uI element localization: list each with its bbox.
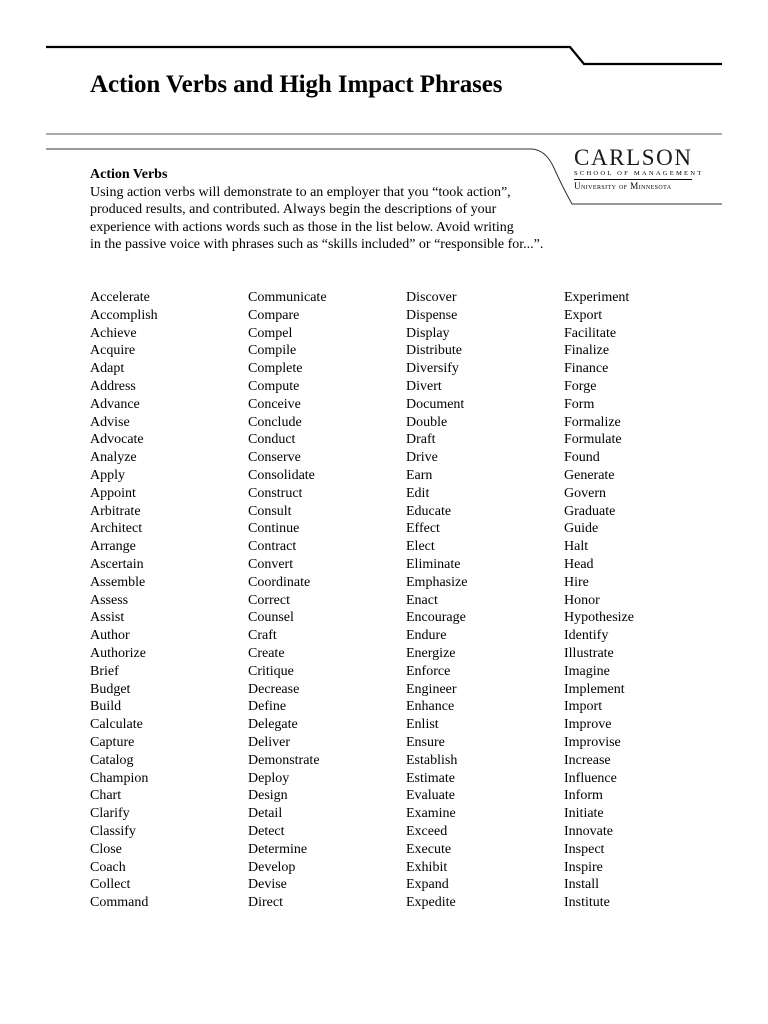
verb-item: Author bbox=[90, 628, 130, 644]
verb-item: Compile bbox=[248, 343, 297, 359]
verb-item: Identify bbox=[564, 628, 609, 644]
verb-item: Analyze bbox=[90, 450, 137, 466]
verb-item: Formulate bbox=[564, 432, 622, 448]
verb-item: Emphasize bbox=[406, 574, 468, 590]
verb-item: Conduct bbox=[248, 432, 296, 448]
verb-item: Design bbox=[248, 788, 288, 804]
verb-item: Implement bbox=[564, 681, 625, 697]
intro-line: in the passive voice with phrases such as “skills included” or “responsible for...”. bbox=[90, 237, 544, 252]
verb-item: Export bbox=[564, 307, 603, 323]
verb-item: Compare bbox=[248, 307, 300, 323]
verb-item: Coordinate bbox=[248, 574, 311, 590]
verb-item: Display bbox=[406, 325, 450, 341]
verb-item: Document bbox=[406, 396, 465, 412]
verb-item: Brief bbox=[90, 663, 119, 679]
verb-item: Inspire bbox=[564, 859, 603, 875]
verb-item: Endure bbox=[406, 628, 447, 644]
verb-item: Advocate bbox=[90, 432, 144, 448]
verb-column-4 bbox=[564, 289, 634, 912]
verb-item: Halt bbox=[564, 539, 589, 555]
verb-item: Effect bbox=[406, 521, 440, 537]
verb-item: Accelerate bbox=[90, 290, 150, 305]
verb-item: Head bbox=[564, 556, 594, 572]
verb-item: Divert bbox=[406, 378, 442, 394]
verb-item: Establish bbox=[406, 752, 458, 768]
verb-item: Engineer bbox=[406, 681, 457, 697]
verb-item: Hire bbox=[564, 574, 589, 590]
verb-item: Architect bbox=[90, 521, 143, 537]
logo-university: University of Minnesota bbox=[574, 181, 672, 191]
verb-item: Calculate bbox=[90, 717, 143, 733]
verb-item: Counsel bbox=[248, 610, 294, 626]
verb-item: Ascertain bbox=[90, 556, 144, 572]
verb-item: Catalog bbox=[90, 752, 134, 768]
verb-item: Finalize bbox=[564, 343, 610, 359]
verb-item: Conserve bbox=[248, 450, 301, 466]
verb-item: Assemble bbox=[90, 574, 146, 590]
verb-item: Deploy bbox=[248, 770, 290, 786]
verb-item: Complete bbox=[248, 361, 303, 377]
verb-item: Improvise bbox=[564, 734, 621, 750]
verb-item: Champion bbox=[90, 770, 149, 786]
verb-item: Contract bbox=[248, 539, 297, 555]
verb-item: Ensure bbox=[406, 734, 445, 750]
verb-item: Execute bbox=[406, 841, 452, 857]
verb-item: Coach bbox=[90, 859, 126, 875]
verb-item: Authorize bbox=[90, 645, 146, 661]
logo-name: CARLSON bbox=[574, 145, 693, 170]
verb-item: Estimate bbox=[406, 770, 455, 786]
verb-item: Eliminate bbox=[406, 556, 461, 572]
verb-item: Appoint bbox=[90, 485, 136, 501]
verb-item: Educate bbox=[406, 503, 452, 519]
verb-item: Decrease bbox=[248, 681, 300, 697]
section-heading: Action Verbs bbox=[90, 167, 168, 182]
verb-item: Collect bbox=[90, 877, 131, 893]
verb-item: Facilitate bbox=[564, 325, 617, 341]
verb-item: Critique bbox=[248, 663, 294, 679]
verb-item: Expedite bbox=[406, 895, 456, 911]
verb-item: Evaluate bbox=[406, 788, 455, 804]
verb-item: Innovate bbox=[564, 823, 613, 839]
verb-item: Elect bbox=[406, 539, 435, 555]
verb-item: Determine bbox=[248, 841, 308, 857]
verb-item: Edit bbox=[406, 485, 430, 501]
verb-item: Discover bbox=[406, 290, 457, 305]
verb-item: Apply bbox=[90, 467, 125, 483]
intro-line: experience with actions words such as those in the list below. Avoid writing bbox=[90, 219, 514, 235]
verb-item: Correct bbox=[248, 592, 290, 608]
verb-item: Clarify bbox=[90, 806, 130, 822]
verb-item: Enlist bbox=[406, 717, 439, 733]
verb-item: Advance bbox=[90, 396, 140, 412]
intro-line: produced results, and contributed. Always begin the descriptions of your bbox=[90, 202, 497, 217]
verb-item: Advise bbox=[90, 414, 130, 430]
verb-item: Formalize bbox=[564, 414, 621, 430]
verb-item: Demonstrate bbox=[248, 752, 320, 768]
verb-item: Assess bbox=[90, 592, 129, 608]
verb-item: Drive bbox=[406, 450, 438, 466]
verb-item: Detect bbox=[248, 823, 285, 839]
verb-item: Form bbox=[564, 396, 595, 412]
verb-item: Delegate bbox=[248, 717, 298, 733]
intro-paragraph bbox=[90, 184, 610, 254]
verb-item: Arrange bbox=[90, 539, 136, 555]
verb-item: Achieve bbox=[90, 325, 137, 341]
verb-item: Double bbox=[406, 414, 448, 430]
verb-item: Examine bbox=[406, 806, 456, 822]
verb-item: Install bbox=[564, 877, 599, 893]
verb-item: Energize bbox=[406, 645, 456, 661]
intro-line: Using action verbs will demonstrate to an employer that you “took action”, bbox=[90, 184, 511, 200]
verb-item: Enact bbox=[406, 592, 438, 608]
verb-item: Close bbox=[90, 841, 122, 857]
verb-item: Assist bbox=[90, 610, 125, 626]
verb-item: Inform bbox=[564, 788, 603, 804]
verb-item: Capture bbox=[90, 734, 135, 750]
verb-item: Enhance bbox=[406, 699, 455, 715]
verb-item: Govern bbox=[564, 485, 606, 501]
verb-item: Imagine bbox=[564, 663, 610, 679]
verb-item: Arbitrate bbox=[90, 503, 141, 519]
verb-item: Command bbox=[90, 895, 149, 911]
verb-item: Hypothesize bbox=[564, 610, 634, 626]
verb-item: Import bbox=[564, 699, 603, 715]
verb-item: Earn bbox=[406, 467, 433, 483]
verb-item: Found bbox=[564, 450, 600, 466]
verb-item: Adapt bbox=[90, 361, 125, 377]
verb-item: Devise bbox=[248, 877, 287, 893]
verb-item: Draft bbox=[406, 432, 436, 448]
verb-item: Generate bbox=[564, 467, 615, 483]
verb-item: Address bbox=[90, 378, 136, 394]
verb-column-3 bbox=[406, 289, 467, 912]
verb-item: Consolidate bbox=[248, 467, 315, 483]
verb-item: Illustrate bbox=[564, 645, 614, 661]
verb-item: Construct bbox=[248, 485, 303, 501]
verb-item: Define bbox=[248, 699, 287, 715]
verb-item: Direct bbox=[248, 895, 283, 911]
verb-column-2 bbox=[248, 289, 327, 912]
verb-item: Conceive bbox=[248, 396, 301, 412]
verb-item: Increase bbox=[564, 752, 611, 768]
verb-item: Dispense bbox=[406, 307, 458, 323]
verb-item: Acquire bbox=[90, 343, 136, 359]
verb-item: Exhibit bbox=[406, 859, 448, 875]
verb-item: Expand bbox=[406, 877, 449, 893]
logo-school: SCHOOL OF MANAGEMENT bbox=[574, 170, 692, 180]
verb-item: Deliver bbox=[248, 734, 290, 750]
verb-item: Accomplish bbox=[90, 307, 158, 323]
verb-item: Forge bbox=[564, 378, 597, 394]
verb-item: Build bbox=[90, 699, 122, 715]
verb-item: Influence bbox=[564, 770, 617, 786]
verb-item: Guide bbox=[564, 521, 599, 537]
verb-item: Experiment bbox=[564, 290, 630, 305]
verb-item: Improve bbox=[564, 717, 612, 733]
verb-item: Convert bbox=[248, 556, 294, 572]
verb-item: Continue bbox=[248, 521, 300, 537]
verb-item: Enforce bbox=[406, 663, 451, 679]
verb-item: Institute bbox=[564, 895, 610, 911]
verb-item: Consult bbox=[248, 503, 292, 519]
verb-item: Diversify bbox=[406, 361, 459, 377]
verb-item: Inspect bbox=[564, 841, 605, 857]
verb-item: Finance bbox=[564, 361, 609, 377]
verb-item: Budget bbox=[90, 681, 131, 697]
verb-item: Craft bbox=[248, 628, 277, 644]
top-header-rule bbox=[46, 47, 722, 64]
verb-item: Conclude bbox=[248, 414, 302, 430]
verb-item: Create bbox=[248, 645, 285, 661]
verb-item: Compel bbox=[248, 325, 293, 341]
verb-item: Develop bbox=[248, 859, 296, 875]
verb-item: Graduate bbox=[564, 503, 616, 519]
verb-item: Detail bbox=[248, 806, 283, 822]
verb-item: Compute bbox=[248, 378, 300, 394]
verb-item: Encourage bbox=[406, 610, 466, 626]
verb-item: Chart bbox=[90, 788, 122, 804]
verb-column-1 bbox=[90, 289, 158, 912]
verb-item: Classify bbox=[90, 823, 136, 839]
verb-item: Exceed bbox=[406, 823, 448, 839]
verb-item: Honor bbox=[564, 592, 600, 608]
intro-section bbox=[90, 166, 610, 254]
verb-item: Communicate bbox=[248, 290, 327, 305]
page-title: Action Verbs and High Impact Phrases bbox=[90, 71, 503, 98]
verb-item: Distribute bbox=[406, 343, 462, 359]
verb-item: Initiate bbox=[564, 806, 604, 822]
